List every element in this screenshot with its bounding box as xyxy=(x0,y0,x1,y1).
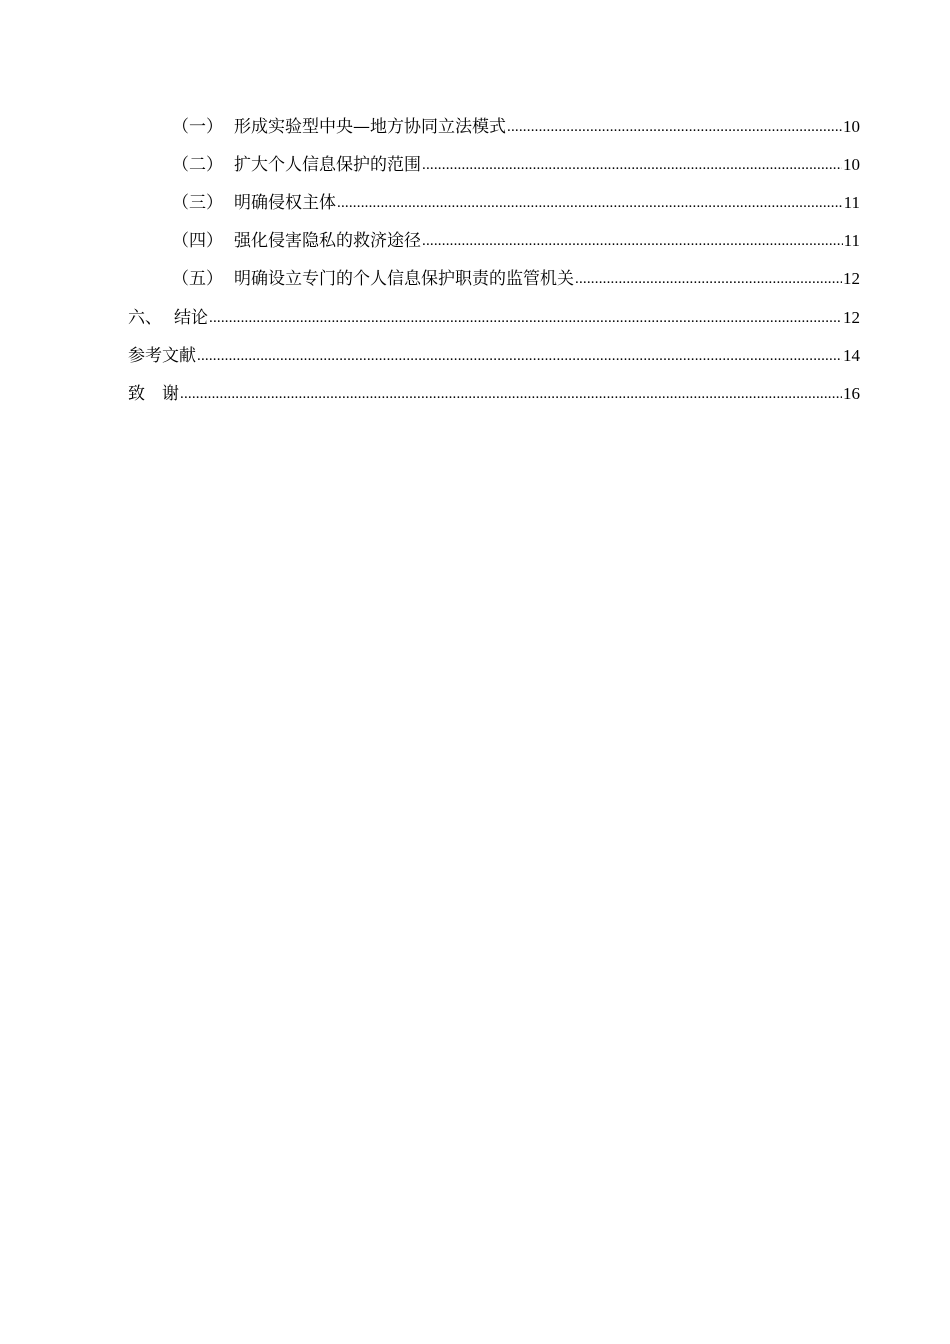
dot-leader xyxy=(422,151,842,178)
toc-entry-page: 10 xyxy=(843,117,860,136)
toc-entry-title: 强化侵害隐私的救济途径 xyxy=(234,231,421,251)
dot-leader xyxy=(197,342,842,369)
toc-entry-title: 结论 xyxy=(174,308,208,328)
toc-entry-7[interactable] xyxy=(128,343,860,369)
dot-leader xyxy=(507,113,842,140)
dot-leader xyxy=(575,265,842,292)
toc-entry-number: 六、 xyxy=(128,308,162,328)
toc-entry-8[interactable] xyxy=(128,381,860,407)
toc-entry-title: 形成实验型中央—地方协同立法模式 xyxy=(234,117,506,137)
toc-entry-number: （三） xyxy=(172,193,223,213)
toc-entry-4[interactable] xyxy=(172,228,860,254)
toc-entry-number: （一） xyxy=(172,117,223,137)
toc-entry-3[interactable] xyxy=(172,190,860,216)
dot-leader xyxy=(422,227,843,254)
toc-entry-5[interactable] xyxy=(172,266,860,292)
toc-entry-6[interactable] xyxy=(128,305,860,331)
toc-entry-page: 16 xyxy=(843,384,860,403)
toc-entry-page: 12 xyxy=(843,269,860,288)
dot-leader xyxy=(180,380,842,407)
dot-leader xyxy=(209,304,842,331)
toc-entry-page: 10 xyxy=(843,155,860,174)
toc-entry-title: 致 谢 xyxy=(128,384,179,404)
toc-entry-page: 12 xyxy=(843,308,860,327)
toc-entry-page: 14 xyxy=(843,346,860,365)
toc-entry-number: （四） xyxy=(172,231,223,251)
toc-entry-number: （五） xyxy=(172,269,223,289)
toc-entry-page: 11 xyxy=(843,231,860,250)
toc-entry-title: 明确侵权主体 xyxy=(234,193,336,213)
toc-entry-page: 11 xyxy=(843,193,860,212)
dot-leader xyxy=(337,189,843,216)
toc-entry-2[interactable] xyxy=(172,152,860,178)
toc-entry-title: 参考文献 xyxy=(128,346,196,366)
toc-entry-number: （二） xyxy=(172,155,223,175)
toc-entry-title: 扩大个人信息保护的范围 xyxy=(234,155,421,175)
toc-entry-title: 明确设立专门的个人信息保护职责的监管机关 xyxy=(234,269,574,289)
toc-entry-1[interactable] xyxy=(172,114,860,140)
